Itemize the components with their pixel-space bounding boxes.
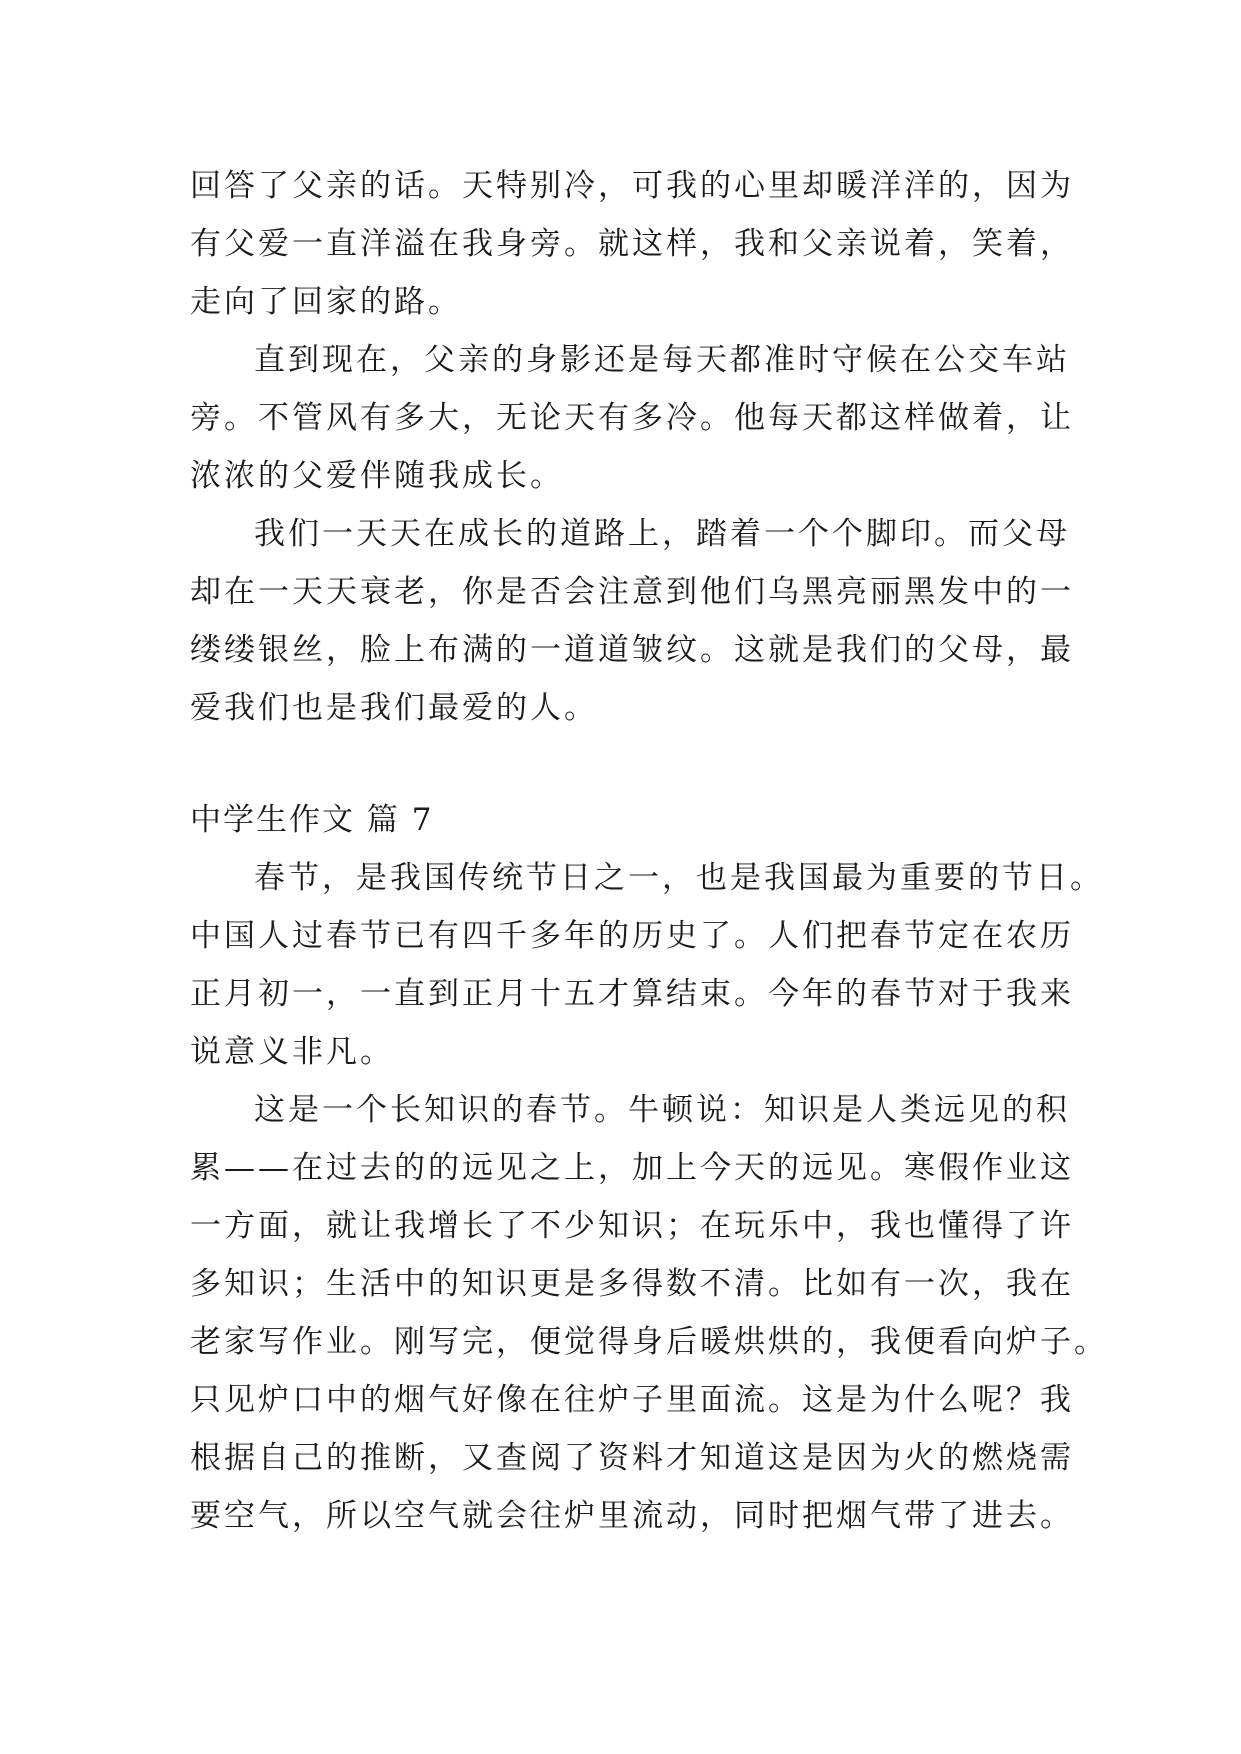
text-line: 回答了父亲的话。天特别冷，可我的心里却暖洋洋的，因为 xyxy=(190,168,1074,204)
text-line: 老家写作业。刚写完，便觉得身后暖烘烘的，我便看向炉子。 xyxy=(190,1324,1108,1360)
text-line: 却在一天天衰老，你是否会注意到他们乌黑亮丽黑发中的一 xyxy=(190,574,1074,610)
text-line: 缕缕银丝，脸上布满的一道道皱纹。这就是我们的父母，最 xyxy=(190,632,1074,668)
text-line: 我们一天天在成长的道路上，踏着一个个脚印。而父母 xyxy=(254,516,1070,552)
text-line: 这是一个长知识的春节。牛顿说：知识是人类远见的积 xyxy=(254,1092,1070,1128)
text-line: 浓浓的父爱伴随我成长。 xyxy=(190,458,564,494)
text-line: 爱我们也是我们最爱的人。 xyxy=(190,690,598,726)
section-heading: 中学生作文 篇 7 xyxy=(190,802,434,838)
text-line: 一方面，就让我增长了不少知识；在玩乐中，我也懂得了许 xyxy=(190,1208,1074,1244)
text-line: 旁。不管风有多大，无论天有多冷。他每天都这样做着，让 xyxy=(190,400,1074,436)
text-line: 多知识；生活中的知识更是多得数不清。比如有一次，我在 xyxy=(190,1266,1074,1302)
text-line: 春节，是我国传统节日之一，也是我国最为重要的节日。 xyxy=(254,860,1104,896)
text-line: 只见炉口中的烟气好像在往炉子里面流。这是为什么呢？我 xyxy=(190,1382,1074,1418)
text-line: 走向了回家的路。 xyxy=(190,284,462,320)
text-line: 正月初一，一直到正月十五才算结束。今年的春节对于我来 xyxy=(190,976,1074,1012)
text-line: 直到现在，父亲的身影还是每天都准时守候在公交车站 xyxy=(254,342,1070,378)
text-line: 根据自己的推断，又查阅了资料才知道这是因为火的燃烧需 xyxy=(190,1440,1074,1476)
text-line: 要空气，所以空气就会往炉里流动，同时把烟气带了进去。 xyxy=(190,1498,1074,1534)
text-line: 说意义非凡。 xyxy=(190,1034,394,1070)
text-line: 中国人过春节已有四千多年的历史了。人们把春节定在农历 xyxy=(190,918,1074,954)
text-line: 有父爱一直洋溢在我身旁。就这样，我和父亲说着，笑着， xyxy=(190,226,1074,262)
text-line: 累——在过去的的远见之上，加上今天的远见。寒假作业这 xyxy=(190,1150,1074,1186)
